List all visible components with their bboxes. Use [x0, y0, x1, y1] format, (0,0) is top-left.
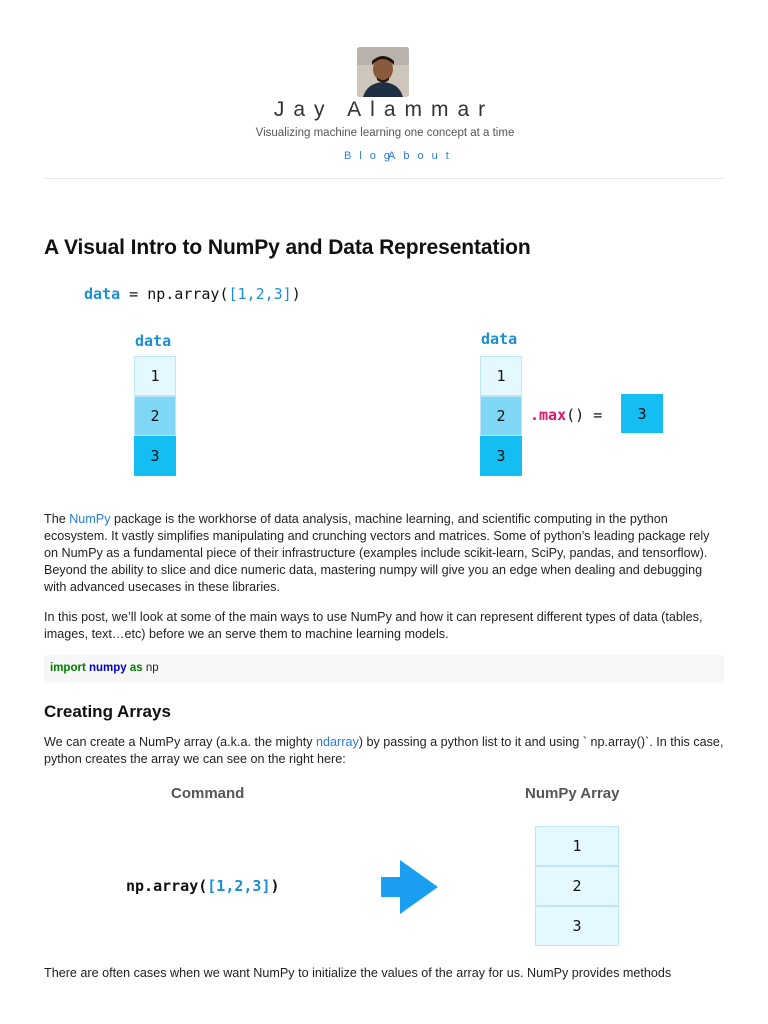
- site-nav: [0, 150, 768, 166]
- code-alias: np: [145, 662, 159, 674]
- section-heading-creating-arrays: Creating Arrays: [44, 702, 171, 721]
- code-close: ): [291, 285, 301, 303]
- section-text-after: ) by passing a python list to it and using ` np.array()`. In this case, python creates the array we can see on the right here:: [44, 735, 724, 766]
- overview-paragraph: In this post, we’ll look at some of the main ways to use NumPy and how it can represent different types of data (tables, images, text…etc) before we an serve them to machine learning models.: [44, 610, 703, 641]
- right-array-cell: 1: [480, 356, 522, 396]
- site-header: [0, 0, 768, 179]
- method-rest: () =: [566, 406, 603, 424]
- code-keyword-import: import: [50, 662, 86, 674]
- numpy-link[interactable]: NumPy: [69, 512, 111, 526]
- creating-arrays-paragraph: [44, 734, 724, 768]
- initialize-paragraph: There are often cases when we want NumPy to initialize the values of the array for us. NumPy provides methods: [44, 966, 672, 980]
- import-code-block: [44, 655, 724, 683]
- numpy-array-cell: 2: [535, 866, 619, 906]
- section-text-before: We can create a NumPy array (a.k.a. the mighty: [44, 735, 317, 749]
- left-array-cell: 2: [134, 396, 176, 436]
- max-result-cell: 3: [621, 394, 663, 433]
- numpy-array-cell: 3: [535, 906, 619, 946]
- figure2-code: [126, 877, 280, 895]
- ndarray-link[interactable]: ndarray: [316, 735, 359, 749]
- numpy-array-cell: 1: [535, 826, 619, 866]
- intro-text-after: package is the workhorse of data analysis, machine learning, and scientific computing in the python ecosystem. It vastly simplifies manipulating and crunching vectors and matrices. Some of python’s leading package rely on NumPy as a fundamental piece of their infrastructure (examples include scikit-learn, SciPy, pandas, and tensorflow). Beyond the ability to slice and dice numeric data, mastering numpy will give you an edge when dealing and debugging with advanced usecases in these libraries.: [44, 512, 710, 594]
- method-dot: .: [530, 406, 540, 424]
- numpy-array-column-title: NumPy Array: [525, 785, 620, 802]
- method-name: max: [539, 406, 567, 424]
- nav-link-blog[interactable]: Blog: [344, 150, 399, 162]
- code-call: = np.array(: [120, 285, 229, 303]
- command-column-title: Command: [171, 785, 245, 802]
- right-array-cell: 2: [480, 396, 522, 436]
- avatar[interactable]: [357, 47, 409, 97]
- header-divider: [44, 178, 724, 179]
- site-tagline: Visualizing machine learning one concept at a time: [255, 127, 515, 139]
- code-list: [1,2,3]: [228, 285, 292, 303]
- right-array-cell: 3: [480, 436, 522, 476]
- code-module: numpy: [88, 662, 127, 674]
- nav-link-about[interactable]: About: [388, 150, 457, 162]
- post-title: A Visual Intro to NumPy and Data Representation: [44, 236, 531, 259]
- code-close: ): [270, 877, 280, 895]
- left-array-label: data: [135, 332, 172, 350]
- figure1-code: [84, 285, 301, 303]
- code-list: [1,2,3]: [207, 877, 271, 895]
- intro-text-before: The: [44, 512, 70, 526]
- right-array-label: data: [481, 330, 518, 348]
- site-title[interactable]: Jay Alammar: [273, 98, 495, 121]
- intro-paragraph: [44, 511, 724, 596]
- left-array-cell: 1: [134, 356, 176, 396]
- code-keyword-as: as: [129, 662, 143, 674]
- code-variable: data: [84, 285, 121, 303]
- right-arrow-icon: [380, 859, 440, 915]
- code-function: np.array(: [126, 877, 208, 895]
- left-array-cell: 3: [134, 436, 176, 476]
- max-method-code: [530, 406, 602, 424]
